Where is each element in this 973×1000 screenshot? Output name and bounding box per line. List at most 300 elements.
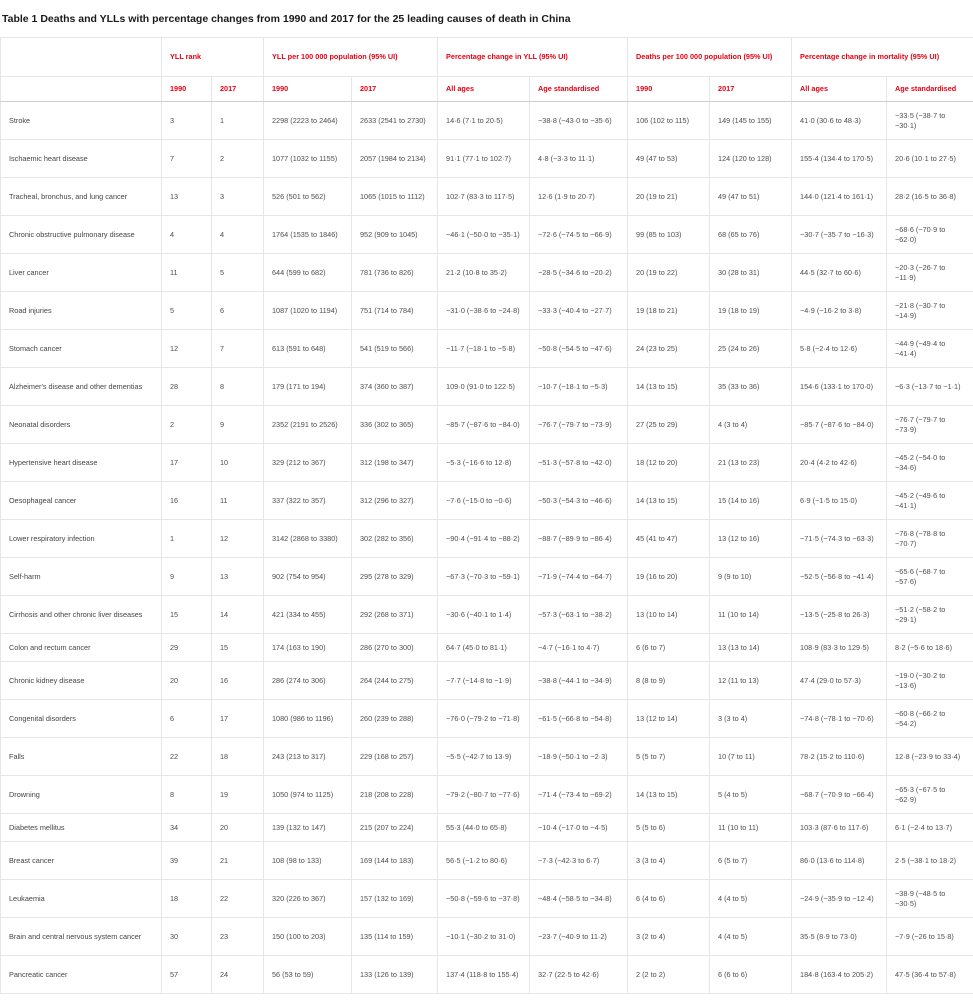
yll-2017-cell: 2633 (2541 to 2730) <box>352 102 438 140</box>
yll-change-age-std-cell: −76·7 (−79·7 to −73·9) <box>530 406 628 444</box>
rank-2017-cell: 20 <box>212 814 264 842</box>
table-row <box>1 776 973 814</box>
cause-cell: Oesophageal cancer <box>1 482 162 520</box>
deaths-2017-cell: 19 (18 to 19) <box>710 292 792 330</box>
table-row <box>1 596 973 634</box>
mortality-change-all-ages-cell: 154·6 (133·1 to 170·0) <box>792 368 887 406</box>
yll-change-age-std-cell: 12·6 (1·9 to 20·7) <box>530 178 628 216</box>
yll-2017-cell: 135 (114 to 159) <box>352 918 438 956</box>
deaths-2017-cell: 49 (47 to 51) <box>710 178 792 216</box>
deaths-1990-cell: 6 (4 to 6) <box>628 880 710 918</box>
mortality-change-all-ages-cell: −52·5 (−56·8 to −41·4) <box>792 558 887 596</box>
deaths-1990-cell: 3 (2 to 4) <box>628 918 710 956</box>
yll-2017-cell: 374 (360 to 387) <box>352 368 438 406</box>
rank-1990-cell: 1 <box>162 520 212 558</box>
deaths-1990-cell: 20 (19 to 21) <box>628 178 710 216</box>
yll-1990-cell: 2352 (2191 to 2526) <box>264 406 352 444</box>
header-row-sub <box>1 77 973 102</box>
cause-cell: Stomach cancer <box>1 330 162 368</box>
yll-change-age-std-cell: −50·8 (−54·5 to −47·6) <box>530 330 628 368</box>
mortality-change-age-std-cell: −21·8 (−30·7 to −14·9) <box>887 292 973 330</box>
deaths-1990-cell: 19 (16 to 20) <box>628 558 710 596</box>
yll-2017-cell: 260 (239 to 288) <box>352 700 438 738</box>
deaths-2017-cell: 35 (33 to 36) <box>710 368 792 406</box>
table-row <box>1 482 973 520</box>
yll-2017-cell: 781 (736 to 826) <box>352 254 438 292</box>
deaths-2017-cell: 68 (65 to 76) <box>710 216 792 254</box>
deaths-1990-cell: 3 (3 to 4) <box>628 842 710 880</box>
mortality-change-age-std-cell: −7·9 (−26 to 15·8) <box>887 918 973 956</box>
yll-1990-cell: 1077 (1032 to 1155) <box>264 140 352 178</box>
deaths-2017-cell: 21 (13 to 23) <box>710 444 792 482</box>
rank-1990-cell: 39 <box>162 842 212 880</box>
mortality-change-age-std-cell: −19·0 (−30·2 to −13·6) <box>887 662 973 700</box>
table-row <box>1 814 973 842</box>
mortality-change-all-ages-cell: −71·5 (−74·3 to −63·3) <box>792 520 887 558</box>
yll-2017-cell: 952 (909 to 1045) <box>352 216 438 254</box>
rank-2017-cell: 18 <box>212 738 264 776</box>
yll-change-all-ages-cell: 14·6 (7·1 to 20·5) <box>438 102 530 140</box>
yll-change-age-std-cell: −4·7 (−16·1 to 4·7) <box>530 634 628 662</box>
yll-change-all-ages-cell: 55·3 (44·0 to 65·8) <box>438 814 530 842</box>
rank-2017-cell: 23 <box>212 918 264 956</box>
yll-2017-cell: 218 (208 to 228) <box>352 776 438 814</box>
deaths-2017-cell: 4 (4 to 5) <box>710 880 792 918</box>
rank-1990-cell: 28 <box>162 368 212 406</box>
table-row <box>1 956 973 994</box>
header-cause <box>1 38 162 77</box>
rank-2017-cell: 1 <box>212 102 264 140</box>
subheader-empty <box>1 77 162 102</box>
yll-2017-cell: 336 (302 to 365) <box>352 406 438 444</box>
yll-change-age-std-cell: −72·6 (−74·5 to −66·9) <box>530 216 628 254</box>
subheader-rank-2017: 2017 <box>212 77 264 102</box>
mortality-change-age-std-cell: 20·6 (10·1 to 27·5) <box>887 140 973 178</box>
yll-2017-cell: 295 (278 to 329) <box>352 558 438 596</box>
mortality-change-all-ages-cell: 44·5 (32·7 to 60·6) <box>792 254 887 292</box>
mortality-change-age-std-cell: −51·2 (−58·2 to −29·1) <box>887 596 973 634</box>
yll-1990-cell: 243 (213 to 317) <box>264 738 352 776</box>
mortality-change-all-ages-cell: 108·9 (83·3 to 129·5) <box>792 634 887 662</box>
mortality-change-all-ages-cell: 41·0 (30·6 to 48·3) <box>792 102 887 140</box>
deaths-1990-cell: 5 (5 to 7) <box>628 738 710 776</box>
yll-1990-cell: 179 (171 to 194) <box>264 368 352 406</box>
yll-change-all-ages-cell: −30·6 (−40·1 to 1·4) <box>438 596 530 634</box>
mortality-change-age-std-cell: −38·9 (−48·5 to −30·5) <box>887 880 973 918</box>
yll-change-age-std-cell: −18·9 (−50·1 to −2·3) <box>530 738 628 776</box>
deaths-1990-cell: 5 (5 to 6) <box>628 814 710 842</box>
mortality-change-age-std-cell: 28·2 (16·5 to 36·8) <box>887 178 973 216</box>
subheader-deaths-1990: 1990 <box>628 77 710 102</box>
yll-change-all-ages-cell: 21·2 (10·8 to 35·2) <box>438 254 530 292</box>
deaths-1990-cell: 6 (6 to 7) <box>628 634 710 662</box>
yll-change-all-ages-cell: −7·7 (−14·8 to −1·9) <box>438 662 530 700</box>
deaths-2017-cell: 4 (4 to 5) <box>710 918 792 956</box>
mortality-change-age-std-cell: 2·5 (−38·1 to 18·2) <box>887 842 973 880</box>
table-row <box>1 292 973 330</box>
yll-1990-cell: 421 (334 to 455) <box>264 596 352 634</box>
table-row <box>1 178 973 216</box>
yll-change-all-ages-cell: −7·6 (−15·0 to −0·6) <box>438 482 530 520</box>
mortality-change-all-ages-cell: −30·7 (−35·7 to −16·3) <box>792 216 887 254</box>
rank-1990-cell: 6 <box>162 700 212 738</box>
cause-cell: Stroke <box>1 102 162 140</box>
yll-1990-cell: 613 (591 to 648) <box>264 330 352 368</box>
rank-1990-cell: 17 <box>162 444 212 482</box>
mortality-change-age-std-cell: −76·7 (−79·7 to −73·9) <box>887 406 973 444</box>
deaths-1990-cell: 2 (2 to 2) <box>628 956 710 994</box>
yll-change-all-ages-cell: −10·1 (−30·2 to 31·0) <box>438 918 530 956</box>
data-table <box>0 37 973 994</box>
rank-2017-cell: 5 <box>212 254 264 292</box>
mortality-change-all-ages-cell: 184·8 (163·4 to 205·2) <box>792 956 887 994</box>
yll-change-all-ages-cell: 56·5 (−1·2 to 80·6) <box>438 842 530 880</box>
yll-1990-cell: 320 (226 to 367) <box>264 880 352 918</box>
yll-change-all-ages-cell: 102·7 (83·3 to 117·5) <box>438 178 530 216</box>
rank-1990-cell: 11 <box>162 254 212 292</box>
header-yll-per-100k: YLL per 100 000 population (95% UI) <box>264 38 438 77</box>
deaths-2017-cell: 6 (6 to 6) <box>710 956 792 994</box>
yll-change-age-std-cell: −38·8 (−43·0 to −35·6) <box>530 102 628 140</box>
yll-1990-cell: 286 (274 to 306) <box>264 662 352 700</box>
deaths-2017-cell: 15 (14 to 16) <box>710 482 792 520</box>
mortality-change-age-std-cell: −6·3 (−13·7 to −1·1) <box>887 368 973 406</box>
cause-cell: Alzheimer's disease and other dementias <box>1 368 162 406</box>
table-row <box>1 216 973 254</box>
cause-cell: Chronic obstructive pulmonary disease <box>1 216 162 254</box>
deaths-1990-cell: 106 (102 to 115) <box>628 102 710 140</box>
mortality-change-all-ages-cell: 6·9 (−1·5 to 15·0) <box>792 482 887 520</box>
deaths-1990-cell: 13 (10 to 14) <box>628 596 710 634</box>
deaths-1990-cell: 45 (41 to 47) <box>628 520 710 558</box>
yll-change-all-ages-cell: −31·0 (−38·6 to −24·8) <box>438 292 530 330</box>
mortality-change-all-ages-cell: 5·8 (−2·4 to 12·6) <box>792 330 887 368</box>
mortality-change-all-ages-cell: −68·7 (−70·9 to −66·4) <box>792 776 887 814</box>
rank-2017-cell: 6 <box>212 292 264 330</box>
rank-2017-cell: 19 <box>212 776 264 814</box>
yll-change-age-std-cell: −23·7 (−40·9 to 11·2) <box>530 918 628 956</box>
deaths-1990-cell: 18 (12 to 20) <box>628 444 710 482</box>
yll-change-all-ages-cell: −5·3 (−16·6 to 12·8) <box>438 444 530 482</box>
rank-2017-cell: 8 <box>212 368 264 406</box>
deaths-1990-cell: 49 (47 to 53) <box>628 140 710 178</box>
rank-1990-cell: 7 <box>162 140 212 178</box>
yll-2017-cell: 302 (282 to 356) <box>352 520 438 558</box>
cause-cell: Lower respiratory infection <box>1 520 162 558</box>
yll-change-all-ages-cell: −79·2 (−80·7 to −77·6) <box>438 776 530 814</box>
table-body <box>1 102 973 994</box>
subheader-mort-age-std: Age standardised <box>887 77 973 102</box>
table-row <box>1 880 973 918</box>
subheader-rank-1990: 1990 <box>162 77 212 102</box>
deaths-2017-cell: 11 (10 to 11) <box>710 814 792 842</box>
rank-1990-cell: 8 <box>162 776 212 814</box>
mortality-change-age-std-cell: −20·3 (−26·7 to −11·9) <box>887 254 973 292</box>
yll-change-all-ages-cell: −5·5 (−42·7 to 13·9) <box>438 738 530 776</box>
deaths-1990-cell: 8 (8 to 9) <box>628 662 710 700</box>
rank-2017-cell: 2 <box>212 140 264 178</box>
yll-change-all-ages-cell: −11·7 (−18·1 to −5·8) <box>438 330 530 368</box>
deaths-1990-cell: 14 (13 to 15) <box>628 776 710 814</box>
yll-change-age-std-cell: −71·9 (−74·4 to −64·7) <box>530 558 628 596</box>
yll-1990-cell: 526 (501 to 562) <box>264 178 352 216</box>
yll-2017-cell: 541 (519 to 566) <box>352 330 438 368</box>
yll-1990-cell: 2298 (2223 to 2464) <box>264 102 352 140</box>
yll-change-all-ages-cell: −85·7 (−87·6 to −84·0) <box>438 406 530 444</box>
rank-1990-cell: 22 <box>162 738 212 776</box>
yll-change-age-std-cell: −28·5 (−34·6 to −20·2) <box>530 254 628 292</box>
mortality-change-age-std-cell: 47·5 (36·4 to 57·8) <box>887 956 973 994</box>
yll-change-all-ages-cell: −76·0 (−79·2 to −71·8) <box>438 700 530 738</box>
yll-1990-cell: 56 (53 to 59) <box>264 956 352 994</box>
header-yll-rank: YLL rank <box>162 38 264 77</box>
yll-change-age-std-cell: −88·7 (−89·9 to −86·4) <box>530 520 628 558</box>
mortality-change-all-ages-cell: 47·4 (29·0 to 57·3) <box>792 662 887 700</box>
table-row <box>1 558 973 596</box>
mortality-change-all-ages-cell: 35·5 (8·9 to 73·0) <box>792 918 887 956</box>
table-caption: Table 1 Deaths and YLLs with percentage changes from 1990 and 2017 for the 25 leading causes of death in China <box>2 13 571 25</box>
yll-2017-cell: 292 (268 to 371) <box>352 596 438 634</box>
yll-1990-cell: 902 (754 to 954) <box>264 558 352 596</box>
rank-1990-cell: 9 <box>162 558 212 596</box>
mortality-change-age-std-cell: −65·3 (−67·5 to −62·9) <box>887 776 973 814</box>
rank-2017-cell: 3 <box>212 178 264 216</box>
yll-2017-cell: 2057 (1984 to 2134) <box>352 140 438 178</box>
yll-change-age-std-cell: −50·3 (−54·3 to −46·6) <box>530 482 628 520</box>
yll-change-age-std-cell: −38·8 (−44·1 to −34·9) <box>530 662 628 700</box>
subheader-yll-2017: 2017 <box>352 77 438 102</box>
table-row <box>1 700 973 738</box>
rank-1990-cell: 15 <box>162 596 212 634</box>
mortality-change-age-std-cell: −45·2 (−49·6 to −41·1) <box>887 482 973 520</box>
yll-1990-cell: 329 (212 to 367) <box>264 444 352 482</box>
yll-1990-cell: 3142 (2868 to 3380) <box>264 520 352 558</box>
table-row <box>1 634 973 662</box>
rank-1990-cell: 3 <box>162 102 212 140</box>
yll-1990-cell: 337 (322 to 357) <box>264 482 352 520</box>
yll-change-age-std-cell: −10·7 (−18·1 to −5·3) <box>530 368 628 406</box>
yll-2017-cell: 229 (168 to 257) <box>352 738 438 776</box>
deaths-1990-cell: 20 (19 to 22) <box>628 254 710 292</box>
yll-change-age-std-cell: −57·3 (−63·1 to −38·2) <box>530 596 628 634</box>
rank-2017-cell: 7 <box>212 330 264 368</box>
yll-change-all-ages-cell: 91·1 (77·1 to 102·7) <box>438 140 530 178</box>
rank-1990-cell: 29 <box>162 634 212 662</box>
mortality-change-all-ages-cell: −74·8 (−78·1 to −70·6) <box>792 700 887 738</box>
mortality-change-age-std-cell: −45·2 (−54·0 to −34·6) <box>887 444 973 482</box>
rank-2017-cell: 21 <box>212 842 264 880</box>
rank-1990-cell: 34 <box>162 814 212 842</box>
deaths-2017-cell: 11 (10 to 14) <box>710 596 792 634</box>
cause-cell: Leukaemia <box>1 880 162 918</box>
subheader-yll-all-ages: All ages <box>438 77 530 102</box>
yll-1990-cell: 108 (98 to 133) <box>264 842 352 880</box>
table-row <box>1 738 973 776</box>
yll-change-all-ages-cell: 64·7 (45·0 to 81·1) <box>438 634 530 662</box>
table-row <box>1 368 973 406</box>
yll-2017-cell: 133 (126 to 139) <box>352 956 438 994</box>
subheader-yll-age-std: Age standardised <box>530 77 628 102</box>
subheader-mort-all-ages: All ages <box>792 77 887 102</box>
yll-change-age-std-cell: −10·4 (−17·0 to −4·5) <box>530 814 628 842</box>
rank-1990-cell: 30 <box>162 918 212 956</box>
deaths-1990-cell: 14 (13 to 15) <box>628 482 710 520</box>
rank-2017-cell: 11 <box>212 482 264 520</box>
deaths-2017-cell: 13 (12 to 16) <box>710 520 792 558</box>
yll-change-age-std-cell: −33·3 (−40·4 to −27·7) <box>530 292 628 330</box>
deaths-2017-cell: 30 (28 to 31) <box>710 254 792 292</box>
deaths-2017-cell: 5 (4 to 5) <box>710 776 792 814</box>
rank-1990-cell: 4 <box>162 216 212 254</box>
rank-1990-cell: 57 <box>162 956 212 994</box>
table-row <box>1 406 973 444</box>
cause-cell: Self-harm <box>1 558 162 596</box>
deaths-2017-cell: 149 (145 to 155) <box>710 102 792 140</box>
table-row <box>1 918 973 956</box>
yll-change-all-ages-cell: −46·1 (−50·0 to −35·1) <box>438 216 530 254</box>
cause-cell: Hypertensive heart disease <box>1 444 162 482</box>
yll-change-age-std-cell: 4·8 (−3·3 to 11·1) <box>530 140 628 178</box>
mortality-change-age-std-cell: −68·6 (−70·9 to −62·0) <box>887 216 973 254</box>
rank-1990-cell: 13 <box>162 178 212 216</box>
cause-cell: Brain and central nervous system cancer <box>1 918 162 956</box>
rank-1990-cell: 5 <box>162 292 212 330</box>
mortality-change-all-ages-cell: 20·4 (4·2 to 42·6) <box>792 444 887 482</box>
mortality-change-all-ages-cell: −4·9 (−16·2 to 3·8) <box>792 292 887 330</box>
deaths-2017-cell: 3 (3 to 4) <box>710 700 792 738</box>
yll-change-age-std-cell: −51·3 (−57·8 to −42·0) <box>530 444 628 482</box>
deaths-2017-cell: 13 (13 to 14) <box>710 634 792 662</box>
table-row <box>1 444 973 482</box>
yll-change-all-ages-cell: 137·4 (118·8 to 155·4) <box>438 956 530 994</box>
deaths-1990-cell: 24 (23 to 25) <box>628 330 710 368</box>
rank-2017-cell: 24 <box>212 956 264 994</box>
cause-cell: Road injuries <box>1 292 162 330</box>
rank-2017-cell: 17 <box>212 700 264 738</box>
deaths-1990-cell: 99 (85 to 103) <box>628 216 710 254</box>
deaths-2017-cell: 4 (3 to 4) <box>710 406 792 444</box>
cause-cell: Ischaemic heart disease <box>1 140 162 178</box>
deaths-1990-cell: 19 (18 to 21) <box>628 292 710 330</box>
cause-cell: Pancreatic cancer <box>1 956 162 994</box>
cause-cell: Colon and rectum cancer <box>1 634 162 662</box>
rank-2017-cell: 4 <box>212 216 264 254</box>
rank-2017-cell: 13 <box>212 558 264 596</box>
yll-1990-cell: 150 (100 to 203) <box>264 918 352 956</box>
yll-1990-cell: 1087 (1020 to 1194) <box>264 292 352 330</box>
cause-cell: Breast cancer <box>1 842 162 880</box>
mortality-change-age-std-cell: −60·8 (−66·2 to −54·2) <box>887 700 973 738</box>
rank-2017-cell: 12 <box>212 520 264 558</box>
yll-2017-cell: 286 (270 to 300) <box>352 634 438 662</box>
header-pct-change-yll: Percentage change in YLL (95% UI) <box>438 38 628 77</box>
rank-1990-cell: 2 <box>162 406 212 444</box>
rank-2017-cell: 22 <box>212 880 264 918</box>
yll-1990-cell: 1080 (986 to 1196) <box>264 700 352 738</box>
cause-cell: Cirrhosis and other chronic liver diseases <box>1 596 162 634</box>
yll-1990-cell: 644 (599 to 682) <box>264 254 352 292</box>
yll-1990-cell: 1050 (974 to 1125) <box>264 776 352 814</box>
mortality-change-age-std-cell: −76·8 (−78·8 to −70·7) <box>887 520 973 558</box>
header-pct-change-mortality: Percentage change in mortality (95% UI) <box>792 38 973 77</box>
mortality-change-all-ages-cell: 86·0 (13·6 to 114·8) <box>792 842 887 880</box>
yll-change-age-std-cell: −61·5 (−66·8 to −54·8) <box>530 700 628 738</box>
mortality-change-age-std-cell: −33·5 (−38·7 to −30·1) <box>887 102 973 140</box>
mortality-change-age-std-cell: 6·1 (−2·4 to 13·7) <box>887 814 973 842</box>
cause-cell: Chronic kidney disease <box>1 662 162 700</box>
table-row <box>1 254 973 292</box>
cause-cell: Tracheal, bronchus, and lung cancer <box>1 178 162 216</box>
mortality-change-all-ages-cell: −24·9 (−35·9 to −12·4) <box>792 880 887 918</box>
rank-1990-cell: 20 <box>162 662 212 700</box>
mortality-change-all-ages-cell: 155·4 (134·4 to 170·5) <box>792 140 887 178</box>
yll-change-all-ages-cell: −90·4 (−91·4 to −88·2) <box>438 520 530 558</box>
table-row <box>1 330 973 368</box>
mortality-change-all-ages-cell: 144·0 (121·4 to 161·1) <box>792 178 887 216</box>
mortality-change-age-std-cell: 12·8 (−23·9 to 33·4) <box>887 738 973 776</box>
deaths-2017-cell: 9 (9 to 10) <box>710 558 792 596</box>
mortality-change-all-ages-cell: −85·7 (−87·6 to −84·0) <box>792 406 887 444</box>
subheader-deaths-2017: 2017 <box>710 77 792 102</box>
mortality-change-all-ages-cell: 103·3 (87·6 to 117·6) <box>792 814 887 842</box>
yll-change-age-std-cell: 32·7 (22·5 to 42·6) <box>530 956 628 994</box>
cause-cell: Neonatal disorders <box>1 406 162 444</box>
deaths-1990-cell: 14 (13 to 15) <box>628 368 710 406</box>
yll-change-all-ages-cell: −67·3 (−70·3 to −59·1) <box>438 558 530 596</box>
deaths-2017-cell: 6 (5 to 7) <box>710 842 792 880</box>
mortality-change-age-std-cell: 8·2 (−5·6 to 18·6) <box>887 634 973 662</box>
yll-change-age-std-cell: −7·3 (−42·3 to 6·7) <box>530 842 628 880</box>
yll-1990-cell: 1764 (1535 to 1846) <box>264 216 352 254</box>
header-deaths-per-100k: Deaths per 100 000 population (95% UI) <box>628 38 792 77</box>
table-row <box>1 662 973 700</box>
yll-2017-cell: 312 (296 to 327) <box>352 482 438 520</box>
table-row <box>1 520 973 558</box>
cause-cell: Falls <box>1 738 162 776</box>
rank-1990-cell: 18 <box>162 880 212 918</box>
subheader-yll-1990: 1990 <box>264 77 352 102</box>
rank-2017-cell: 16 <box>212 662 264 700</box>
cause-cell: Diabetes mellitus <box>1 814 162 842</box>
mortality-change-all-ages-cell: −13·5 (−25·8 to 26·3) <box>792 596 887 634</box>
deaths-2017-cell: 12 (11 to 13) <box>710 662 792 700</box>
yll-2017-cell: 312 (198 to 347) <box>352 444 438 482</box>
yll-2017-cell: 215 (207 to 224) <box>352 814 438 842</box>
table-row <box>1 140 973 178</box>
yll-2017-cell: 157 (132 to 169) <box>352 880 438 918</box>
yll-2017-cell: 1065 (1015 to 1112) <box>352 178 438 216</box>
deaths-1990-cell: 27 (25 to 29) <box>628 406 710 444</box>
table-row <box>1 842 973 880</box>
deaths-2017-cell: 124 (120 to 128) <box>710 140 792 178</box>
yll-1990-cell: 139 (132 to 147) <box>264 814 352 842</box>
table-row <box>1 102 973 140</box>
yll-change-age-std-cell: −48·4 (−58·5 to −34·8) <box>530 880 628 918</box>
cause-cell: Liver cancer <box>1 254 162 292</box>
rank-1990-cell: 12 <box>162 330 212 368</box>
deaths-1990-cell: 13 (12 to 14) <box>628 700 710 738</box>
mortality-change-all-ages-cell: 78·2 (15·2 to 110·6) <box>792 738 887 776</box>
rank-2017-cell: 14 <box>212 596 264 634</box>
yll-2017-cell: 751 (714 to 784) <box>352 292 438 330</box>
yll-2017-cell: 264 (244 to 275) <box>352 662 438 700</box>
cause-cell: Drowning <box>1 776 162 814</box>
mortality-change-age-std-cell: −44·9 (−49·4 to −41·4) <box>887 330 973 368</box>
rank-2017-cell: 15 <box>212 634 264 662</box>
rank-2017-cell: 10 <box>212 444 264 482</box>
deaths-2017-cell: 10 (7 to 11) <box>710 738 792 776</box>
yll-2017-cell: 169 (144 to 183) <box>352 842 438 880</box>
